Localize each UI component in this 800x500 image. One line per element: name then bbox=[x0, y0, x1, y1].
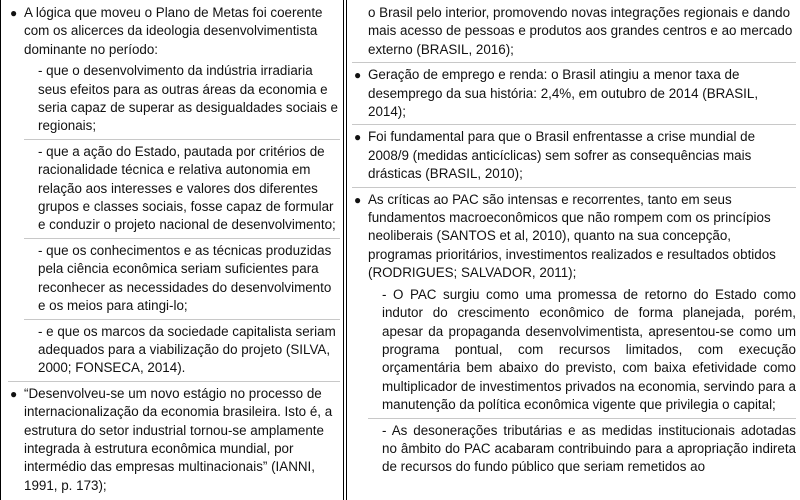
sub-item-text: - que a ação do Estado, pautada por critérios de racionalidade técnica e relativa autonomia em relação aos interesses e valores dos diferentes grupos e classes sociais, fosse capaz de formular e conduzir o projeto nacional de desenvolvimento; bbox=[38, 143, 336, 233]
bullet-text: As críticas ao PAC são intensas e recorrentes, tanto em seus fundamentos macroeconômicos que não rompem com os princípios neoliberais (SANTOS et al, 2010), quanto na sua concepção, programas prioritários, investimentos realizados e resultados obtidos (RODRIGUES; SALVADOR, 2011); bbox=[368, 191, 776, 281]
bullet-text: “Desenvolveu-se um novo estágio no processo de internacionalização da economia brasileira. Isto é, a estrutura do setor industrial tornou-se amplamente integrada à estrutura econômica mundial, por intermédio das empresas multinacionais” (IANNI, 1991, p. 173); bbox=[24, 385, 333, 493]
sub-item-text: - O PAC surgiu como uma promessa de retorno do Estado como indutor do crescimento econômico de forma planejada, porém, apesar da propaganda desenvolvimentista, apresentou-se como um programa pontual, com recursos limitados, com execução orçamentária bem abaixo do previsto, com baixa efetividade como multiplicador de investimentos privados na economia, servindo para a manutenção da política econômica vigente que privilegia o capital; bbox=[382, 286, 796, 413]
sub-item bbox=[24, 242, 340, 316]
sub-item bbox=[24, 62, 340, 136]
divider bbox=[24, 238, 340, 239]
list-item bbox=[352, 66, 796, 121]
bullet-icon: ● bbox=[354, 130, 362, 145]
list-item bbox=[8, 4, 340, 59]
divider bbox=[352, 62, 796, 63]
sub-item-text: - que os conhecimentos e as técnicas produzidas pela ciência econômica seriam suficientes para reconhecer as necessidades do desenvolvimento e os meios para atingi-lo; bbox=[38, 242, 332, 314]
left-column bbox=[2, 0, 344, 500]
bullet-icon: ● bbox=[354, 68, 362, 83]
bullet-text: A lógica que moveu o Plano de Metas foi coerente com os alicerces da ideologia desenvolvimentista dominante no período: bbox=[24, 5, 323, 57]
continued-text bbox=[352, 4, 796, 59]
list-item bbox=[352, 191, 796, 283]
list-item bbox=[8, 385, 340, 495]
divider bbox=[352, 187, 796, 188]
divider bbox=[352, 124, 796, 125]
divider bbox=[24, 319, 340, 320]
divider bbox=[24, 139, 340, 140]
sub-list bbox=[352, 286, 796, 477]
bullet-icon: ● bbox=[10, 6, 18, 20]
sub-item bbox=[368, 286, 796, 415]
bullet-icon: ● bbox=[354, 192, 362, 207]
sub-item-text: - e que os marcos da sociedade capitalista seriam adequados para a viabilização do projeto (SILVA, 2000; FONSECA, 2014). bbox=[38, 323, 336, 376]
divider bbox=[368, 418, 796, 419]
table-border-left bbox=[0, 0, 1, 500]
sub-item bbox=[24, 143, 340, 235]
bullet-icon: ● bbox=[10, 386, 18, 401]
divider bbox=[8, 381, 340, 382]
sub-list bbox=[8, 62, 340, 378]
sub-item-text: - que o desenvolvimento da indústria irradiaria seus efeitos para as outras áreas da economia e seria capaz de superar as desigualdades sociais e regionais; bbox=[38, 63, 338, 134]
sub-item bbox=[368, 422, 796, 477]
right-column bbox=[348, 0, 800, 500]
column-divider-right bbox=[346, 0, 347, 500]
sub-item bbox=[24, 323, 340, 378]
list-item bbox=[352, 128, 796, 183]
bullet-text: Foi fundamental para que o Brasil enfrentasse a crise mundial de 2008/9 (medidas anticíclicas) sem sofrer as consequências mais drásticas (BRASIL, 2010); bbox=[368, 129, 756, 182]
bullet-text: Geração de emprego e renda: o Brasil atingiu a menor taxa de desemprego da sua história: 2,4%, em outubro de 2014 (BRASIL, 2014); bbox=[368, 67, 759, 120]
continued-paragraph: o Brasil pelo interior, promovendo novas integrações regionais e dando mais acesso de pessoas e produtos aos grandes centros e ao mercado externo (BRASIL, 2016); bbox=[368, 5, 793, 57]
sub-item-text: - As desonerações tributárias e as medidas institucionais adotadas no âmbito do PAC acabaram contribuindo para a apropriação indireta de recursos do fundo público que seriam remetidos ao bbox=[382, 422, 796, 475]
